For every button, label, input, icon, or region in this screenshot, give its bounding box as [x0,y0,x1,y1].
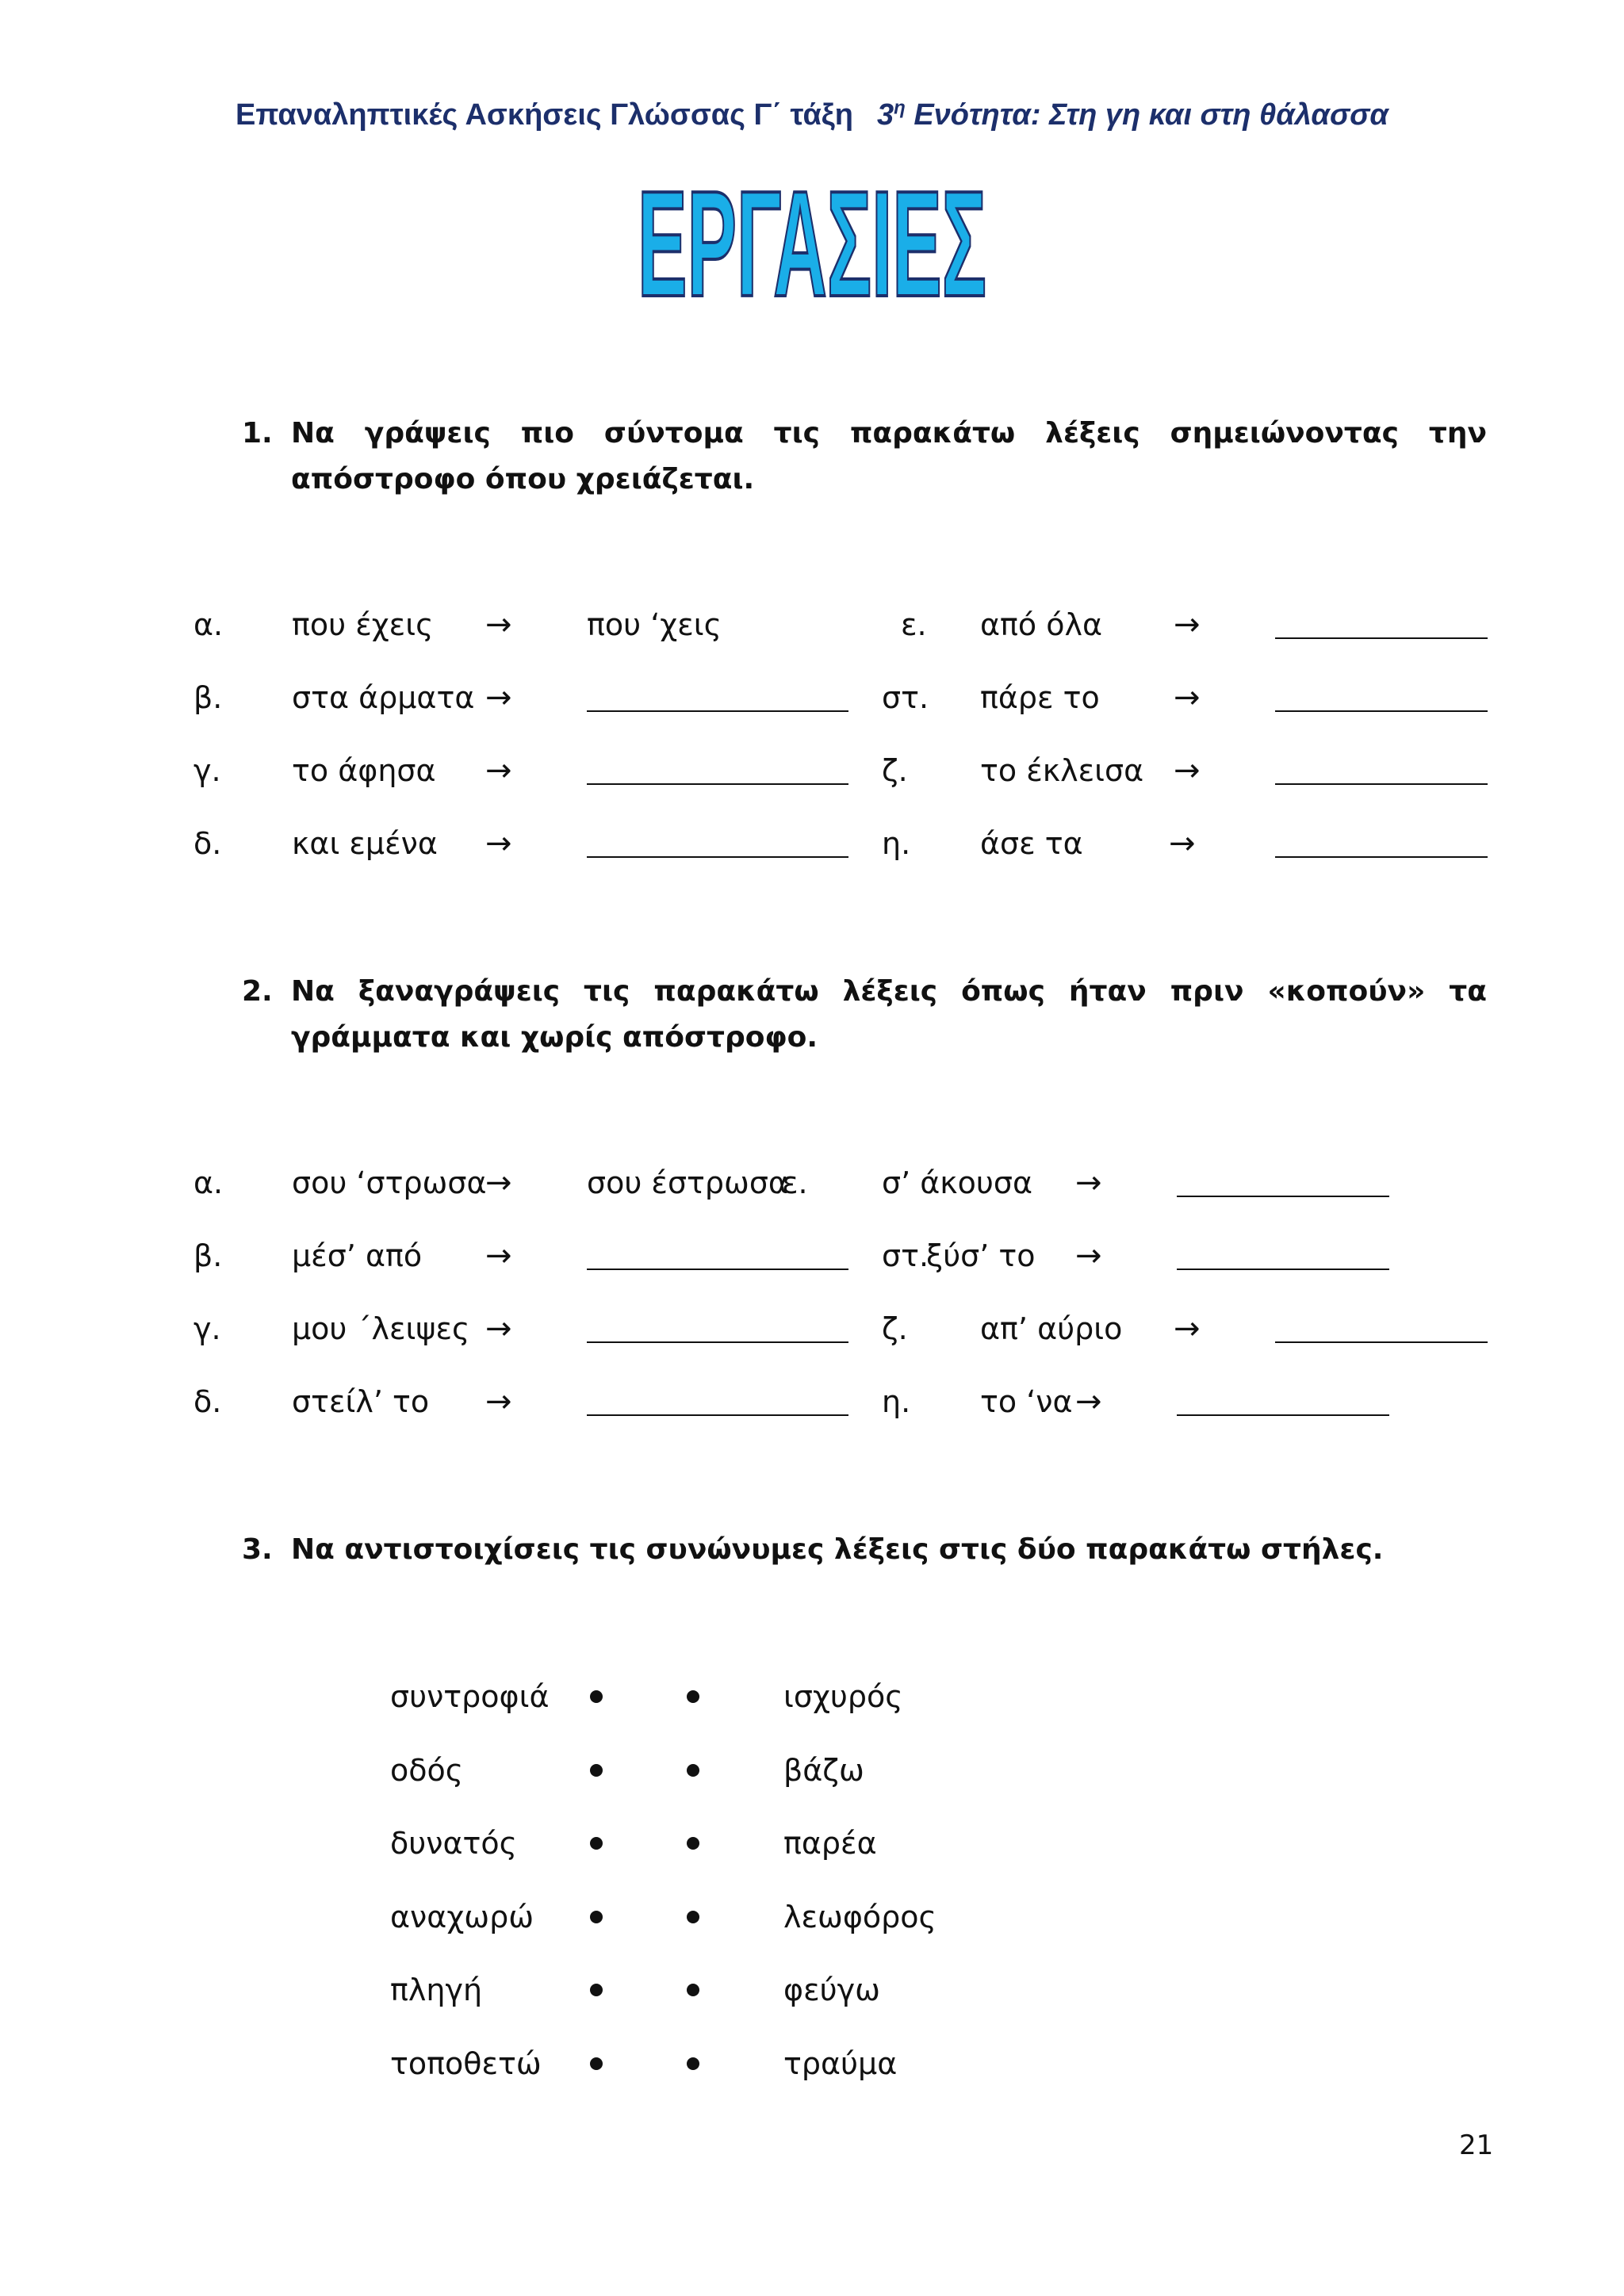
arrow-icon: → [1169,825,1196,862]
answer-blank[interactable] [1275,674,1488,712]
item-label: γ. [193,1311,221,1346]
worksheet-title-graphic [630,160,994,328]
match-right-dot[interactable] [687,1764,699,1777]
match-right-word: λεωφόρος [783,1899,936,1934]
arrow-icon: → [485,1165,512,1201]
item-word: το έκλεισα [980,753,1144,788]
match-right-dot[interactable] [687,1984,699,1996]
match-left-dot[interactable] [590,1690,603,1703]
matching-row [0,1966,1624,2014]
exercise-row [0,820,1624,867]
exercise-3-text: Να αντιστοιχίσεις τις συνώνυμες λέξεις στις δύο παρακάτω στήλες. [291,1533,1384,1566]
match-left-word: δυνατός [390,1826,517,1861]
header-unit-title: Ενότητα: Στη γη και στη θάλασσα [905,98,1388,132]
item-word: σου ‘στρωσα [292,1165,487,1200]
match-left-word: οδός [390,1752,464,1788]
item-label: η. [882,1384,911,1419]
match-right-dot[interactable] [687,1690,699,1703]
answer-blank[interactable] [587,1232,848,1270]
arrow-icon: → [485,679,512,716]
item-label: β. [193,680,223,715]
match-right-word: ισχυρός [783,1679,903,1714]
exercise-row [0,1305,1624,1353]
answer-blank[interactable] [587,1305,848,1343]
arrow-icon: → [1075,1238,1102,1274]
header-unit-number: 3 [876,98,894,132]
item-label: ε. [782,1165,808,1200]
matching-row [0,2040,1624,2087]
answer-blank[interactable] [1177,1159,1389,1197]
item-label: δ. [193,826,222,861]
item-label: στ. [882,680,929,715]
exercise-row [0,1232,1624,1280]
exercise-3-number: 3. [242,1533,273,1566]
answer-blank[interactable] [587,674,848,712]
item-word: στείλ’ το [292,1384,430,1419]
item-word: ξύσ’ το [926,1238,1036,1273]
exercise-row [0,1378,1624,1425]
header-unit [877,98,1388,132]
answer-blank[interactable] [1177,1378,1389,1416]
match-right-word: φεύγω [783,1973,880,2007]
item-label: δ. [193,1384,222,1419]
item-label: β. [193,1238,223,1273]
answer-blank[interactable] [1275,601,1488,639]
item-word: το ‘να [980,1384,1073,1419]
header-unit-sup: η [894,97,906,118]
arrow-icon: → [485,607,512,643]
arrow-icon: → [485,752,512,789]
item-word: στα άρματα [292,680,475,715]
arrow-icon: → [485,1238,512,1274]
answer-blank[interactable] [1275,1305,1488,1343]
match-right-dot[interactable] [687,2057,699,2070]
answer-blank[interactable] [1275,820,1488,858]
answer-blank[interactable] [587,1378,848,1416]
item-label: ζ. [882,753,908,788]
exercise-row [0,1159,1624,1207]
item-answer: σου έστρωσα [587,1165,788,1200]
match-left-dot[interactable] [590,1984,603,1996]
match-right-dot[interactable] [687,1837,699,1850]
exercise-row [0,601,1624,649]
page-header [0,97,1624,132]
item-word: πάρε το [980,680,1100,715]
answer-blank[interactable] [587,747,848,785]
exercise-1-number: 1. [242,417,273,450]
match-left-dot[interactable] [590,1911,603,1923]
exercise-row [0,674,1624,721]
item-word: που έχεις [292,607,434,642]
item-label: ε. [901,607,927,642]
item-label: στ. [882,1238,929,1273]
exercise-2-text: Να ξαναγράψεις τις παρακάτω λέξεις όπως ήταν πριν «κοπούν» τα γράμματα και χωρίς απόστροφο. [291,975,1487,1054]
match-left-dot[interactable] [590,1837,603,1850]
item-answer: που ‘χεις [587,607,722,642]
page-number: 21 [1459,2130,1494,2161]
match-right-word: τραύμα [783,2045,898,2081]
item-label: α. [193,607,224,642]
matching-row [0,1820,1624,1867]
arrow-icon: → [1174,1311,1201,1347]
worksheet-title-text: ΕΡΓΑΣΙΕΣ [638,160,986,328]
item-word: μου ΄λειψες [292,1311,470,1346]
match-left-word: τοποθετώ [390,2045,542,2081]
answer-blank[interactable] [1275,747,1488,785]
item-word: μέσ’ από [292,1238,423,1273]
arrow-icon: → [485,1311,512,1347]
exercise-row [0,747,1624,794]
exercise-3-instruction [242,1527,1487,1573]
arrow-icon: → [485,1383,512,1420]
exercise-1-instruction [242,411,1487,503]
item-word: σ’ άκουσα [882,1165,1033,1200]
item-label: γ. [193,753,221,788]
exercise-2-number: 2. [242,975,273,1008]
match-left-word: συντροφιά [390,1679,550,1714]
worksheet-title [0,160,1624,328]
exercise-1-text: Να γράψεις πιο σύντομα τις παρακάτω λέξεις σημειώνοντας την απόστροφο όπου χρειάζεται. [291,417,1487,496]
matching-row [0,1747,1624,1794]
item-word: απ’ αύριο [980,1311,1123,1346]
match-left-word: πληγή [390,1973,483,2007]
answer-blank[interactable] [1177,1232,1389,1270]
match-left-dot[interactable] [590,2057,603,2070]
arrow-icon: → [485,825,512,862]
item-word: άσε τα [980,826,1083,861]
match-right-word: παρέα [783,1826,877,1861]
arrow-icon: → [1174,752,1201,789]
match-left-dot[interactable] [590,1764,603,1777]
answer-blank[interactable] [587,820,848,858]
item-word: από όλα [980,607,1103,642]
arrow-icon: → [1075,1165,1102,1201]
match-left-word: αναχωρώ [390,1899,534,1934]
arrow-icon: → [1174,607,1201,643]
item-label: η. [882,826,911,861]
item-word: και εμένα [292,826,438,861]
item-label: α. [193,1165,224,1200]
header-course-title: Επαναληπτικές Ασκήσεις Γλώσσας Γ΄ τάξη [236,98,853,132]
arrow-icon: → [1075,1383,1102,1420]
item-word: το άφησα [292,753,436,788]
match-right-word: βάζω [783,1752,864,1788]
exercise-2-instruction [242,969,1487,1061]
match-right-dot[interactable] [687,1911,699,1923]
matching-row [0,1893,1624,1941]
arrow-icon: → [1174,679,1201,716]
item-label: ζ. [882,1311,908,1346]
matching-row [0,1673,1624,1720]
